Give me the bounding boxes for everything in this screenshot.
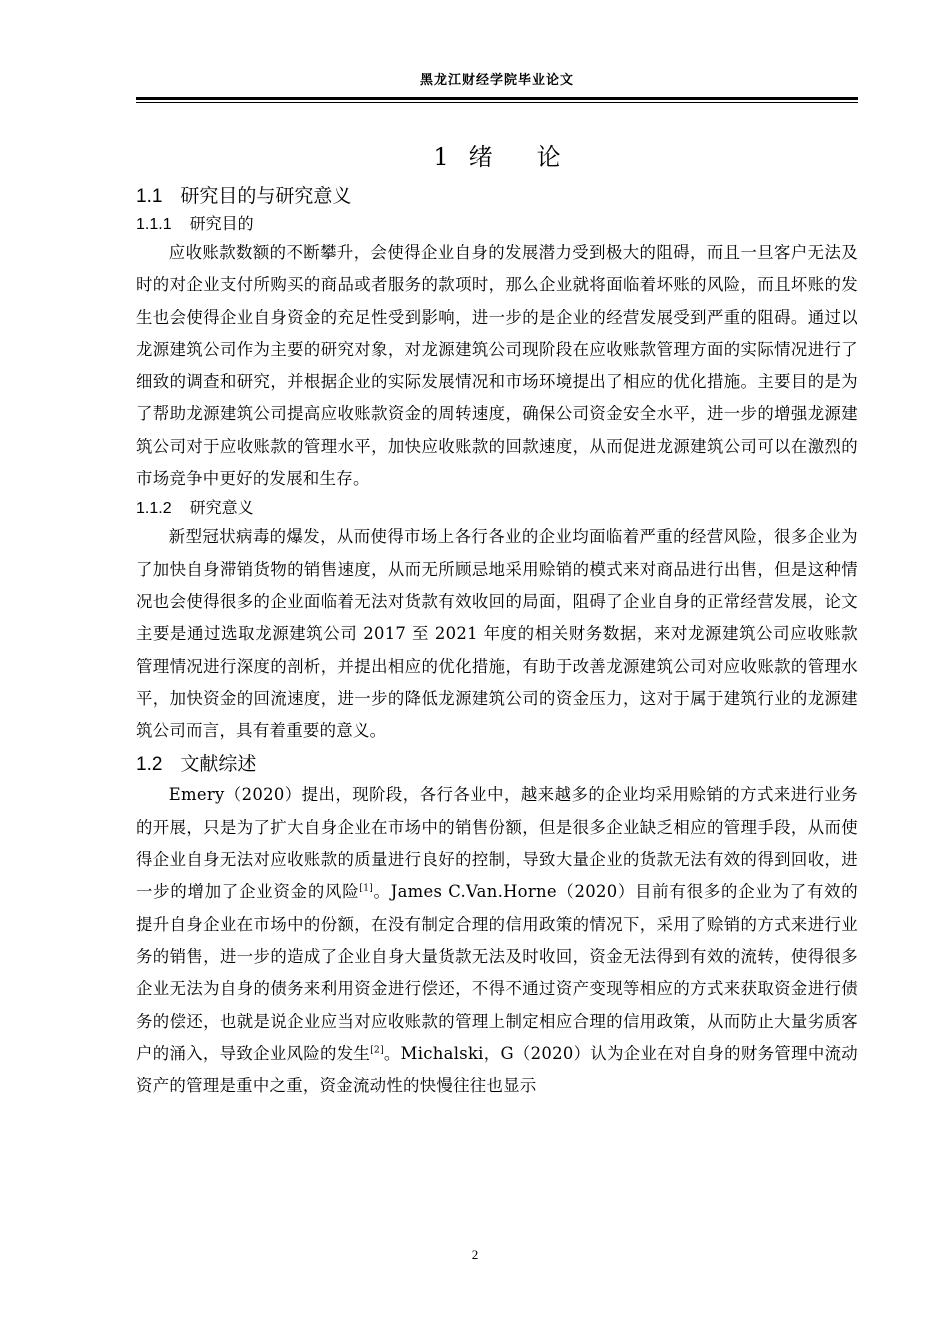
paragraph-research-purpose: 应收账款数额的不断攀升，会使得企业自身的发展潜力受到极大的阻碍，而且一旦客户无法及时的对企业支付所购买的商品或者服务的款项时，那么企业就将面临着坏账的风险，而且坏账的发生也会使得企业自身资金的充足性受到影响，进一步的是企业的经营发展受到严重的阻碍。通过以龙源建筑公司作为主要的研究对象，对龙源建筑公司现阶段在应收账款管理方面的实际情况进行了细致的调查和研究，并根据企业的实际发展情况和市场环境提出了相应的优化措施。主要目的是为了帮助龙源建筑公司提高应收账款资金的周转速度，确保公司资金安全水平，进一步的增强龙源建筑公司对于应收账款的管理水平，加快应收账款的回款速度，从而促进龙源建筑公司可以在激烈的市场竞争中更好的发展和生存。: [136, 243, 858, 489]
subsection-number: 1.1.1: [136, 216, 172, 233]
paragraph-research-significance: 新型冠状病毒的爆发，从而使得市场上各行各业的企业均面临着严重的经营风险，很多企业为了加快自身滞销货物的销售速度，从而无所顾忌地采用赊销的模式来对商品进行出售，但是这种情况也会使得很多的企业面临着无法对货款有效收回的局面，阻碍了企业自身的正常经营发展，论文主要是通过选取龙源建筑公司 2017 至 2021 年度的相关财务数据，来对龙源建筑公司应收账款管理情况进行深度的剖析，并提出相应的优化措施，有助于改善龙源建筑公司对应收账款的管理水平，加快资金的回流速度，进一步的降低龙源建筑公司的资金压力，这对于属于建筑行业的龙源建筑公司而言，具有着重要的意义。: [136, 527, 858, 741]
section-number: 1.2: [136, 754, 163, 776]
section-title: 研究目的与研究意义: [180, 185, 352, 207]
subsection-title: 研究目的: [189, 214, 254, 233]
citation-2: [2]: [370, 1045, 384, 1056]
citation-1: [1]: [359, 883, 374, 894]
chapter-number: 1: [433, 143, 449, 171]
running-header: 黑龙江财经学院毕业论文: [419, 73, 574, 88]
literature-text-part-1: Emery（2020）提出，现阶段，各行各业中，越来越多的企业均采用赊销的方式来进行业务的开展，只是为了扩大自身企业在市场中的销售份额，但是很多企业缺乏相应的管理手段，从而使得企业自身无法对应收账款的质量进行良好的控制，导致大量企业的货款无法有效的得到回收，进一步的增加了企业资金的风险: [136, 785, 858, 902]
page-number: 2: [471, 1247, 479, 1262]
literature-text-part-3: 。Michalski，G（2020）认为企业在对自身的财务管理中流动资产的管理是重中之重，资金流动性的快慢往往也显示: [136, 1043, 858, 1096]
subsection-number: 1.1.2: [136, 500, 172, 518]
subsection-heading-1-1-1: [136, 211, 858, 237]
header-rule-thick: [136, 97, 858, 100]
chapter-title: [136, 137, 858, 177]
document-page: [136, 70, 858, 1102]
section-number: 1.1: [136, 186, 163, 207]
chapter-title-char-1: 绪: [468, 143, 493, 171]
literature-text-part-2: 。James C.Van.Horne（2020）目前有很多的企业为了有效的提升自身企业在市场中的份额，在没有制定合理的信用政策的情况下，采用了赊销的方式来进行业务的销售，进一步的造成了企业自身大量货款无法及时收回，资金无法得到有效的流转，使得很多企业无法为自身的债务来利用资金进行偿还，不得不通过资产变现等相应的方式来获取资金进行债务的偿还，也就是说企业应当对应收账款的管理上制定相应合理的信用政策，从而防止大量劣质客户的涌入，导致企业风险的发生: [136, 882, 858, 1063]
paragraph-literature-review: [136, 779, 858, 1102]
section-heading-1-2: [136, 749, 858, 779]
subsection-title: 研究意义: [189, 498, 254, 518]
section-title: 文献综述: [180, 753, 257, 776]
chapter-title-char-2: 论: [536, 143, 561, 171]
header-rule-thin: [136, 102, 858, 103]
section-heading-1-1: [136, 181, 858, 211]
subsection-heading-1-1-2: [136, 495, 858, 521]
